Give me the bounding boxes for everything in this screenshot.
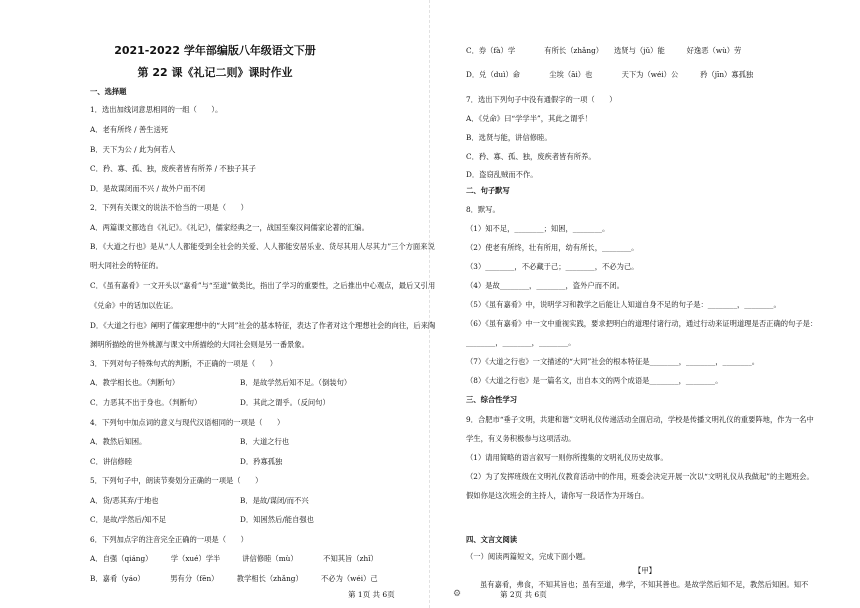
- question-8: 8．默写。: [466, 205, 500, 214]
- q5-option-a: A．货/恶其弃/于地也: [90, 496, 159, 505]
- q8-blank-8: （8）《大道之行也》是一篇名文，出自本文的两个成语是________，________。: [466, 376, 723, 385]
- question-3: 3．下列对句子特殊句式的判断，不正确的一项是（ ）: [90, 359, 278, 368]
- question-7: 7．选出下列句子中没有通假字的一项（ ）: [466, 95, 617, 104]
- question-1: 1．选出加线词意思相同的一组（ ）。: [90, 105, 223, 114]
- q3-option-a: A．教学相长也。（判断句）: [90, 378, 180, 387]
- q6-option-a: A．自强（qiáng） 学（xué）学半 讲信修睦（mù） 不知其旨（zhǐ）: [90, 554, 378, 563]
- q7-option-d: D．盗窃乱贼而不作。: [466, 170, 538, 179]
- worksheet-title: 2021-2022 学年部编版八年级语文下册: [114, 44, 316, 57]
- q7-option-a: A．《兑命》曰“学学半”，其此之谓乎！: [466, 114, 592, 123]
- q8-blank-4: （4）是故________，________，盗外户而不闭。: [466, 281, 624, 290]
- q5-option-b: B．是故/谋闭/而不兴: [240, 496, 309, 505]
- q4-option-c: C．讲信修睦: [90, 457, 133, 466]
- q4-option-d: D．矜寡孤独: [240, 457, 283, 466]
- q3-option-b: B．是故学然后知不足。（倒装句）: [240, 378, 352, 387]
- right-page: [430, 0, 860, 608]
- q8-blank-5: （5）《虽有嘉肴》中，说明学习和教学之后能让人知道自身不足的句子是：________，________。: [466, 300, 781, 309]
- q9-part-1: （1）请用简略的语言叙写一则你所搜集的文明礼仪历史故事。: [466, 453, 668, 462]
- q1-option-d: D．是故谋闭而不兴 / 故外户而不闭: [90, 184, 206, 193]
- q8-blank-7: （7）《大道之行也》一文描述的“大同”社会的根本特征是________，________，________。: [466, 357, 760, 366]
- q7-option-c: C．矜、寡、孤、独，废疾者皆有所养。: [466, 152, 596, 161]
- section-heading-comprehensive: 三、综合性学习: [466, 395, 518, 404]
- gear-icon: ⚙: [453, 589, 462, 599]
- q2-option-d: D．《大道之行也》阐明了儒家理想中的“大同”社会的基本特征，表达了作者对这个理想社会的向往，后来陶: [90, 321, 436, 330]
- page-number-1: 第 1页 共 6页: [348, 590, 395, 599]
- section-heading-dictation: 二、句子默写: [466, 186, 510, 195]
- q8-blank-6: （6）《虽有嘉肴》中一文中重视实践，要求把明白的道理付诸行动，通过行动来证明道理是否正确的句子是：: [466, 319, 818, 328]
- question-9: 9．合肥市“垂子文明，共建和谐”文明礼仪传递活动全面启动，学校是传播文明礼仪的重要阵地，作为一名中: [466, 415, 814, 424]
- q2-option-b: B．《大道之行也》是从“人人都能受到全社会的关爱、人人都能安居乐业、货尽其用人尽其力”三个方面来说: [90, 242, 435, 251]
- question-4: 4．下列句中加点词的意义与现代汉语相同的一项是（ ）: [90, 418, 285, 427]
- q7-option-b: B．选贤与能，讲信修睦。: [466, 133, 552, 142]
- question-6: 6．下列加点字的注音完全正确的一项是（ ）: [90, 535, 248, 544]
- q2-option-c-cont: 《兑命》中的话加以佐证。: [90, 301, 178, 310]
- reading-instruction: （一）阅读两篇短文，完成下面小题。: [466, 552, 591, 561]
- q6-option-c: C．券（fà）学 有所长（zhǎng） 选贤与（jǔ）能 好逸恶（wù）劳: [466, 46, 742, 55]
- q4-option-b: B．大道之行也: [240, 437, 290, 446]
- section-heading-classical: 四、文言文阅读: [466, 535, 518, 544]
- q6-option-b: B．嘉肴（yáo） 男有分（fēn） 教学相长（zhǎng） 不必为（wéi）己: [90, 574, 378, 583]
- section-heading-choice: 一、选择题: [90, 87, 127, 96]
- q5-option-c: C．是故/学然后/知不足: [90, 515, 167, 524]
- passage-text: 虽有嘉肴，弗食，不知其旨也；虽有至道，弗学，不知其善也。是故学然后知不足，教然后知困。知不: [480, 580, 809, 589]
- q2-option-c: C．《虽有嘉肴》一文开头以“嘉肴”与“至道”做类比，指出了学习的重要性，之后推出中心观点，最后又引用: [90, 281, 436, 290]
- q8-blank-2: （2）使老有所终，壮有所用，幼有所长，________。: [466, 243, 639, 252]
- question-9-cont: 学生，有义务积极参与这项活动。: [466, 434, 576, 443]
- q8-blank-3: （3）________，不必藏于己；________，不必为己。: [466, 262, 639, 271]
- q9-part-2: （2）为了发挥班级在文明礼仪教育活动中的作用，班委会决定开展一次以“文明礼仪从我做起”的主题班会。: [466, 472, 814, 481]
- question-5: 5．下列句子中，朗读节奏划分正确的一项是（ ）: [90, 476, 263, 485]
- q2-option-d-cont: 渊明所描绘的世外桃源与课文中所描绘的大同社会则是另一番景象。: [90, 340, 309, 349]
- q1-option-a: A．老有所终 / 善生送死: [90, 125, 169, 134]
- q2-option-a: A．两篇课文都选自《礼记》。《礼记》，儒家经典之一，战国至秦汉间儒家论著的汇编。: [90, 223, 369, 232]
- passage-label-jia: 【甲】: [634, 566, 656, 575]
- q8-blank-6-cont: ________，________，________。: [466, 338, 576, 347]
- q3-option-d: D．其此之谓乎。（反问句）: [240, 398, 330, 407]
- q4-option-a: A．教然后知困。: [90, 437, 147, 446]
- question-2: 2．下列有关课文的说法不恰当的一项是（ ）: [90, 203, 248, 212]
- q8-blank-1: （1）知不足，________；知困，________。: [466, 224, 610, 233]
- q5-option-d: D．知困然后/能自强也: [240, 515, 314, 524]
- q3-option-c: C．力恶其不出于身也。（判断句）: [90, 398, 202, 407]
- q1-option-b: B．天下为公 / 此为何若人: [90, 145, 176, 154]
- q1-option-c: C．矜、寡、孤、独，废疾者皆有所养 / 不独子其子: [90, 164, 256, 173]
- page-number-2: 第 2页 共 6页: [500, 590, 547, 599]
- lesson-title: 第 22 课《礼记二则》课时作业: [137, 66, 293, 79]
- q2-option-b-cont: 明大同社会的特征的。: [90, 261, 163, 270]
- q9-part-2-cont: 假如你是这次班会的主持人，请你写一段话作为开场白。: [466, 491, 649, 500]
- q6-option-d: D．兑（duì）命 尘埃（āi）也 天下为（wéi）公 矜（jīn）寡孤独: [466, 70, 754, 79]
